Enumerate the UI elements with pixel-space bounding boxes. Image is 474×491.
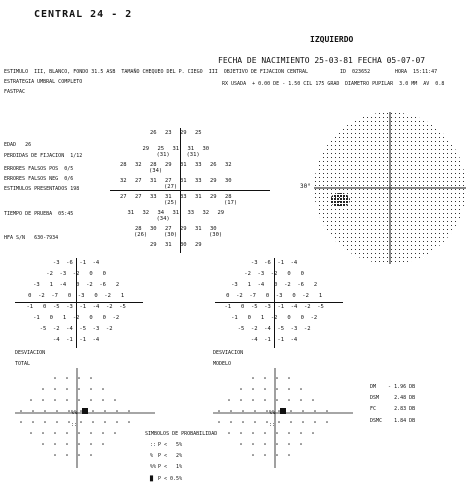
probability-dot <box>80 421 82 423</box>
probability-dot <box>66 377 68 379</box>
index-sf: FC 2.83 DB <box>370 406 416 412</box>
probability-dot <box>78 454 80 456</box>
id-label: ID 023652 <box>340 69 371 75</box>
probability-dot <box>54 388 56 390</box>
probability-dot <box>42 443 44 445</box>
probability-dot <box>276 388 278 390</box>
eye-label: IZQUIERDO <box>310 35 354 44</box>
probability-dot <box>90 454 92 456</box>
probability-dot <box>102 443 104 445</box>
pattern-deviation-row: -3 1 -4 0 -2 -6 2 <box>231 282 318 288</box>
index-cpsd: DSMC 1.84 DB <box>370 418 416 424</box>
total-deviation-row: -5 -2 -4 -5 -3 -2 <box>39 326 113 332</box>
probability-dot <box>242 410 244 412</box>
pattern-probability-plot <box>213 368 353 468</box>
threshold-value: 25 <box>157 146 165 152</box>
probability-dot <box>288 454 290 456</box>
probability-dot <box>300 432 302 434</box>
threshold-value: 31 <box>172 210 180 216</box>
fixation-losses: PERDIDAS DE FIJACION 1/12 <box>4 153 83 159</box>
legend-symbol-p1: %% <box>150 464 157 470</box>
probability-dot <box>300 388 302 390</box>
birth-date-line: FECHA DE NACIMIENTO 25-03-81 FECHA 05-07-07 <box>218 56 426 65</box>
probability-dot <box>66 432 68 434</box>
deviation-total-label-2: TOTAL <box>15 361 31 367</box>
pattern-deviation-row: 0 -2 -7 0 -3 0 -2 1 <box>226 293 323 299</box>
total-deviation-row: -1 0 1 -2 0 0 -2 <box>33 315 120 321</box>
total-deviation-row: -3 -6 -1 -4 <box>52 260 100 266</box>
threshold-value: 31 <box>150 178 157 184</box>
probability-dot <box>240 399 242 401</box>
probability-dot <box>276 377 278 379</box>
probability-dot <box>326 421 328 423</box>
threshold-value: 34 <box>157 210 165 216</box>
probability-dot <box>264 388 266 390</box>
threshold-value: 33 <box>195 178 202 184</box>
probability-dot <box>32 410 34 412</box>
svg-text:::: :: <box>71 422 78 428</box>
threshold-value: 31 <box>195 226 202 232</box>
threshold-value: 29 <box>195 242 202 248</box>
strategy-label: ESTRATEGIA UMBRAL COMPLETO <box>4 79 83 85</box>
false-positives: ERRORES FALSOS POS 0/5 <box>4 166 74 172</box>
pattern-deviation-row: -4 -1 -1 -4 <box>250 337 298 343</box>
pattern-deviation-row: -3 -6 -1 -4 <box>250 260 298 266</box>
test-title: CENTRAL 24 - 2 <box>34 9 133 20</box>
probability-dot <box>290 410 292 412</box>
probability-dot <box>252 388 254 390</box>
probability-dot <box>276 432 278 434</box>
probability-dot <box>128 410 130 412</box>
threshold-value: 30 <box>150 226 157 232</box>
threshold-value: 33 <box>180 194 187 200</box>
probability-dot <box>288 388 290 390</box>
threshold-value: 31 <box>172 146 180 152</box>
probability-dot <box>114 399 116 401</box>
probability-dot <box>30 399 32 401</box>
probability-dot <box>240 443 242 445</box>
total-deviation-row: -4 -1 -1 -4 <box>52 337 100 343</box>
probability-dot <box>302 421 304 423</box>
threshold-value: 28 <box>225 194 232 200</box>
greyscale-plot <box>310 108 470 268</box>
legend-p5: P < 5% <box>158 442 183 448</box>
svg-text:%%: %% <box>269 410 276 416</box>
legend-p05: P < 0.5% <box>158 476 183 482</box>
legend-p2: P < 2% <box>158 453 183 459</box>
pattern-deviation-row: -1 0 -5 -3 -1 -4 -2 -5 <box>224 304 324 310</box>
threshold-value: 31 <box>127 210 135 216</box>
greyscale-30-label: 30° <box>300 183 311 190</box>
probability-dot <box>102 432 104 434</box>
probability-dot <box>242 421 244 423</box>
probability-dot <box>20 421 22 423</box>
pattern-deviation-row: -2 -3 -2 0 0 <box>244 271 304 277</box>
index-psd: DSM 2.48 DB <box>370 395 416 401</box>
age: EDAD 26 <box>4 142 32 148</box>
probability-dot <box>90 399 92 401</box>
threshold-value: 30 <box>225 178 232 184</box>
probability-dot <box>266 421 268 423</box>
probability-dot <box>276 399 278 401</box>
probability-dot <box>92 421 94 423</box>
deviation-model-label-1: DESVIACION <box>213 350 244 356</box>
threshold-repeat-value: (25) <box>164 200 178 206</box>
probability-dot <box>228 432 230 434</box>
probability-dot <box>102 399 104 401</box>
threshold-value: 28 <box>120 162 127 168</box>
threshold-value: 31 <box>187 146 195 152</box>
threshold-value: 33 <box>150 194 157 200</box>
probability-dot <box>300 399 302 401</box>
threshold-repeat-value: (27) <box>164 184 178 190</box>
threshold-value: 29 <box>142 146 150 152</box>
probability-dot <box>312 432 314 434</box>
probability-dot <box>264 377 266 379</box>
threshold-value: 31 <box>165 194 172 200</box>
probability-dot <box>80 410 82 412</box>
threshold-value: 27 <box>165 178 172 184</box>
probability-dot <box>20 410 22 412</box>
threshold-value: 27 <box>135 178 142 184</box>
legend-p1: P < 1% <box>158 464 183 470</box>
probability-dot <box>288 443 290 445</box>
probability-dot <box>264 432 266 434</box>
probability-dot <box>32 421 34 423</box>
probability-dot <box>230 421 232 423</box>
probability-dot <box>90 388 92 390</box>
probability-dot <box>264 443 266 445</box>
probability-dot <box>42 399 44 401</box>
probability-dot <box>66 388 68 390</box>
probability-dot <box>78 377 80 379</box>
fastpac-label: FASTPAC <box>4 89 26 95</box>
threshold-repeat-value: (34) <box>156 216 170 222</box>
false-negatives: ERRORES FALSOS NEG 0/6 <box>4 176 74 182</box>
probability-dot <box>54 432 56 434</box>
pupil-line: DIAMETRO PUPILAR 3.0 MM AV 0.8 <box>345 81 445 87</box>
probability-dot <box>302 410 304 412</box>
probability-dot <box>42 388 44 390</box>
probability-dot <box>312 399 314 401</box>
probability-dot <box>276 443 278 445</box>
svg-text:::: :: <box>269 422 276 428</box>
probability-dot <box>92 410 94 412</box>
test-time: TIEMPO DE PRUEBA 05:45 <box>4 211 74 217</box>
probability-dot <box>56 421 58 423</box>
probability-dot <box>264 399 266 401</box>
probability-dot <box>42 432 44 434</box>
threshold-repeat-value: (30) <box>209 232 223 238</box>
svg-text:%%: %% <box>71 410 78 416</box>
threshold-value: 27 <box>135 194 142 200</box>
threshold-repeat-value: (31) <box>156 152 170 158</box>
deviation-model-label-2: MODELO <box>213 361 232 367</box>
pattern-dev-h-axis <box>215 302 343 303</box>
probability-dot <box>56 410 58 412</box>
threshold-value: 27 <box>165 226 172 232</box>
threshold-value: 29 <box>217 210 225 216</box>
probability-dot <box>68 421 70 423</box>
legend-symbol-p2: % <box>150 453 154 459</box>
probability-dot <box>276 454 278 456</box>
threshold-value: 29 <box>180 130 187 136</box>
probability-dot <box>300 443 302 445</box>
probability-dot <box>116 421 118 423</box>
threshold-repeat-value: (30) <box>164 232 178 238</box>
threshold-value: 32 <box>225 162 232 168</box>
probability-dot <box>78 443 80 445</box>
probability-dot <box>288 377 290 379</box>
legend-title: SIMBOLOS DE PROBABILIDAD <box>145 431 218 437</box>
threshold-v-axis <box>180 128 181 253</box>
serial-number: HFA S/N 630-7934 <box>4 235 59 241</box>
probability-dot <box>314 410 316 412</box>
probability-dot <box>90 432 92 434</box>
threshold-repeat-value: (17) <box>224 200 238 206</box>
probability-dot <box>254 421 256 423</box>
legend-symbol-p05: █ <box>150 476 154 482</box>
probability-dot <box>254 410 256 412</box>
probability-dot <box>252 377 254 379</box>
total-deviation-row: 0 -2 -7 0 -3 0 -2 1 <box>28 293 125 299</box>
threshold-value: 32 <box>120 178 127 184</box>
threshold-value: 29 <box>150 242 157 248</box>
probability-dot <box>44 410 46 412</box>
probability-dot <box>230 410 232 412</box>
probability-dot <box>278 421 280 423</box>
probability-dot <box>104 421 106 423</box>
total-deviation-row: -3 1 -4 0 -2 -6 2 <box>33 282 120 288</box>
probability-dot <box>44 421 46 423</box>
probability-dot <box>252 443 254 445</box>
probability-dot <box>228 399 230 401</box>
threshold-repeat-value: (31) <box>186 152 200 158</box>
threshold-value: 32 <box>202 210 210 216</box>
threshold-value: 32 <box>142 210 150 216</box>
probability-dot <box>128 421 130 423</box>
total-probability-plot <box>15 368 155 468</box>
threshold-value: 31 <box>180 178 187 184</box>
threshold-value: 29 <box>210 194 217 200</box>
probability-dot <box>78 399 80 401</box>
probability-dot <box>240 388 242 390</box>
threshold-value: 33 <box>195 162 202 168</box>
probability-dot <box>264 454 266 456</box>
probability-dot <box>290 421 292 423</box>
probability-dot <box>252 454 254 456</box>
probability-dot <box>314 421 316 423</box>
probability-dot <box>78 388 80 390</box>
threshold-value: 33 <box>187 210 195 216</box>
threshold-repeat-value: (34) <box>149 168 163 174</box>
threshold-value: 23 <box>165 130 172 136</box>
threshold-value: 27 <box>120 194 127 200</box>
probability-dot <box>66 399 68 401</box>
threshold-value: 29 <box>210 178 217 184</box>
threshold-repeat-value: (26) <box>134 232 148 238</box>
threshold-h-axis <box>110 190 270 191</box>
probability-dot <box>54 443 56 445</box>
probability-dot <box>266 410 268 412</box>
threshold-value: 26 <box>210 162 217 168</box>
probability-dot <box>102 388 104 390</box>
threshold-value: 29 <box>165 162 172 168</box>
threshold-value: 30 <box>202 146 210 152</box>
index-md: DM - 1.96 DB <box>370 384 416 390</box>
threshold-value: 26 <box>150 130 157 136</box>
pattern-deviation-row: -1 0 1 -2 0 0 -2 <box>231 315 318 321</box>
probability-dot <box>218 410 220 412</box>
threshold-value: 28 <box>135 226 142 232</box>
total-deviation-row: -2 -3 -2 0 0 <box>46 271 106 277</box>
probability-dot <box>78 432 80 434</box>
total-dev-h-axis <box>15 302 143 303</box>
probability-dot <box>326 410 328 412</box>
probability-dot <box>90 377 92 379</box>
probability-dot <box>288 432 290 434</box>
threshold-value: 30 <box>210 226 217 232</box>
probability-dot <box>54 454 56 456</box>
probability-dot <box>66 443 68 445</box>
threshold-value: 32 <box>135 162 142 168</box>
probability-dot <box>288 399 290 401</box>
threshold-value: 25 <box>195 130 202 136</box>
threshold-value: 28 <box>150 162 157 168</box>
stimuli-presented: ESTIMULOS PRESENTADOS 198 <box>4 186 80 192</box>
probability-dot <box>54 377 56 379</box>
probability-dot <box>90 443 92 445</box>
total-deviation-row: -1 0 -5 -3 -1 -4 -2 -5 <box>26 304 126 310</box>
probability-dot <box>68 410 70 412</box>
probability-dot <box>240 432 242 434</box>
pattern-deviation-row: -5 -2 -4 -5 -3 -2 <box>237 326 311 332</box>
probability-dot <box>30 432 32 434</box>
probability-dot <box>252 432 254 434</box>
probability-dot <box>66 454 68 456</box>
rx-line: RX USADA + 0.00 DE - 1.50 CIL 175 GRAD <box>222 81 340 87</box>
probability-dot <box>278 410 280 412</box>
threshold-value: 29 <box>180 226 187 232</box>
probability-dot <box>116 410 118 412</box>
hour-label: HORA 15:11:47 <box>395 69 438 75</box>
threshold-value: 30 <box>180 242 187 248</box>
probability-dot <box>54 399 56 401</box>
probability-dot <box>218 421 220 423</box>
threshold-value: 31 <box>165 242 172 248</box>
probability-dot <box>252 399 254 401</box>
stimulus-line: ESTIMULO III, BLANCO, FONDO 31.5 ASB TAMAÑO CHEQUEO DEL P. CIEGO III OBJETIVO DE FIJACION CENTRAL <box>4 69 309 75</box>
deviation-total-label-1: DESVIACION <box>15 350 46 356</box>
legend-symbol-p5: :: <box>150 442 157 448</box>
threshold-value: 31 <box>195 194 202 200</box>
threshold-value: 31 <box>180 162 187 168</box>
probability-dot <box>114 432 116 434</box>
probability-dot <box>104 410 106 412</box>
